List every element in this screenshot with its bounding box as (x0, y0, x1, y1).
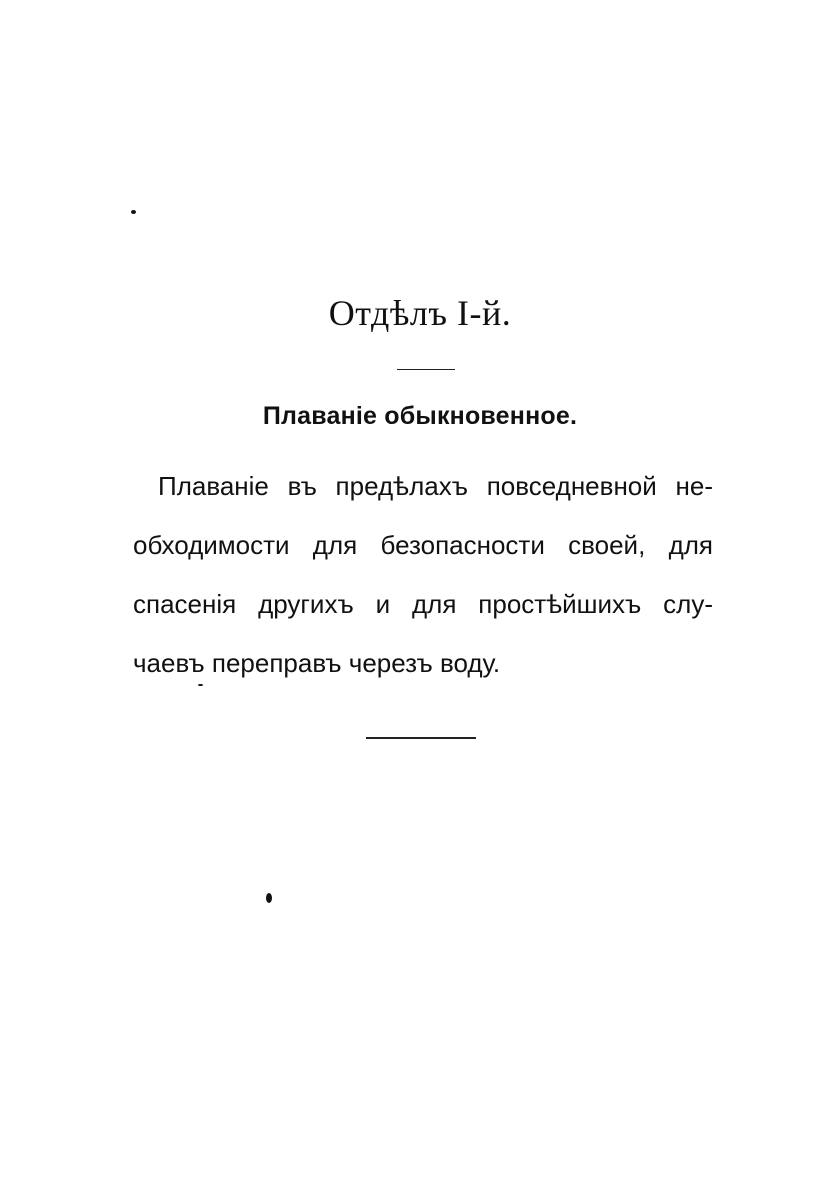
paragraph-line-1: Плаваніе въ предѣлахъ повседневной не- (158, 471, 713, 501)
scan-speck-bottom (266, 893, 272, 903)
section-subtitle: Плаваніе обыкновенное. (262, 402, 578, 430)
title-rule (397, 369, 455, 370)
end-rule (366, 737, 476, 739)
body-paragraph (133, 457, 713, 693)
scan-speck-mid (198, 684, 203, 686)
scan-speck-top (131, 210, 136, 214)
section-title: Отдѣлъ I-й. (328, 293, 512, 333)
paragraph-line-2: обходимости для безопасности своей, для (133, 530, 713, 560)
paragraph-line-3: спасенія другихъ и для простѣйшихъ слу- (133, 589, 713, 619)
paragraph-line-4: чаевъ переправъ черезъ воду. (133, 648, 501, 678)
